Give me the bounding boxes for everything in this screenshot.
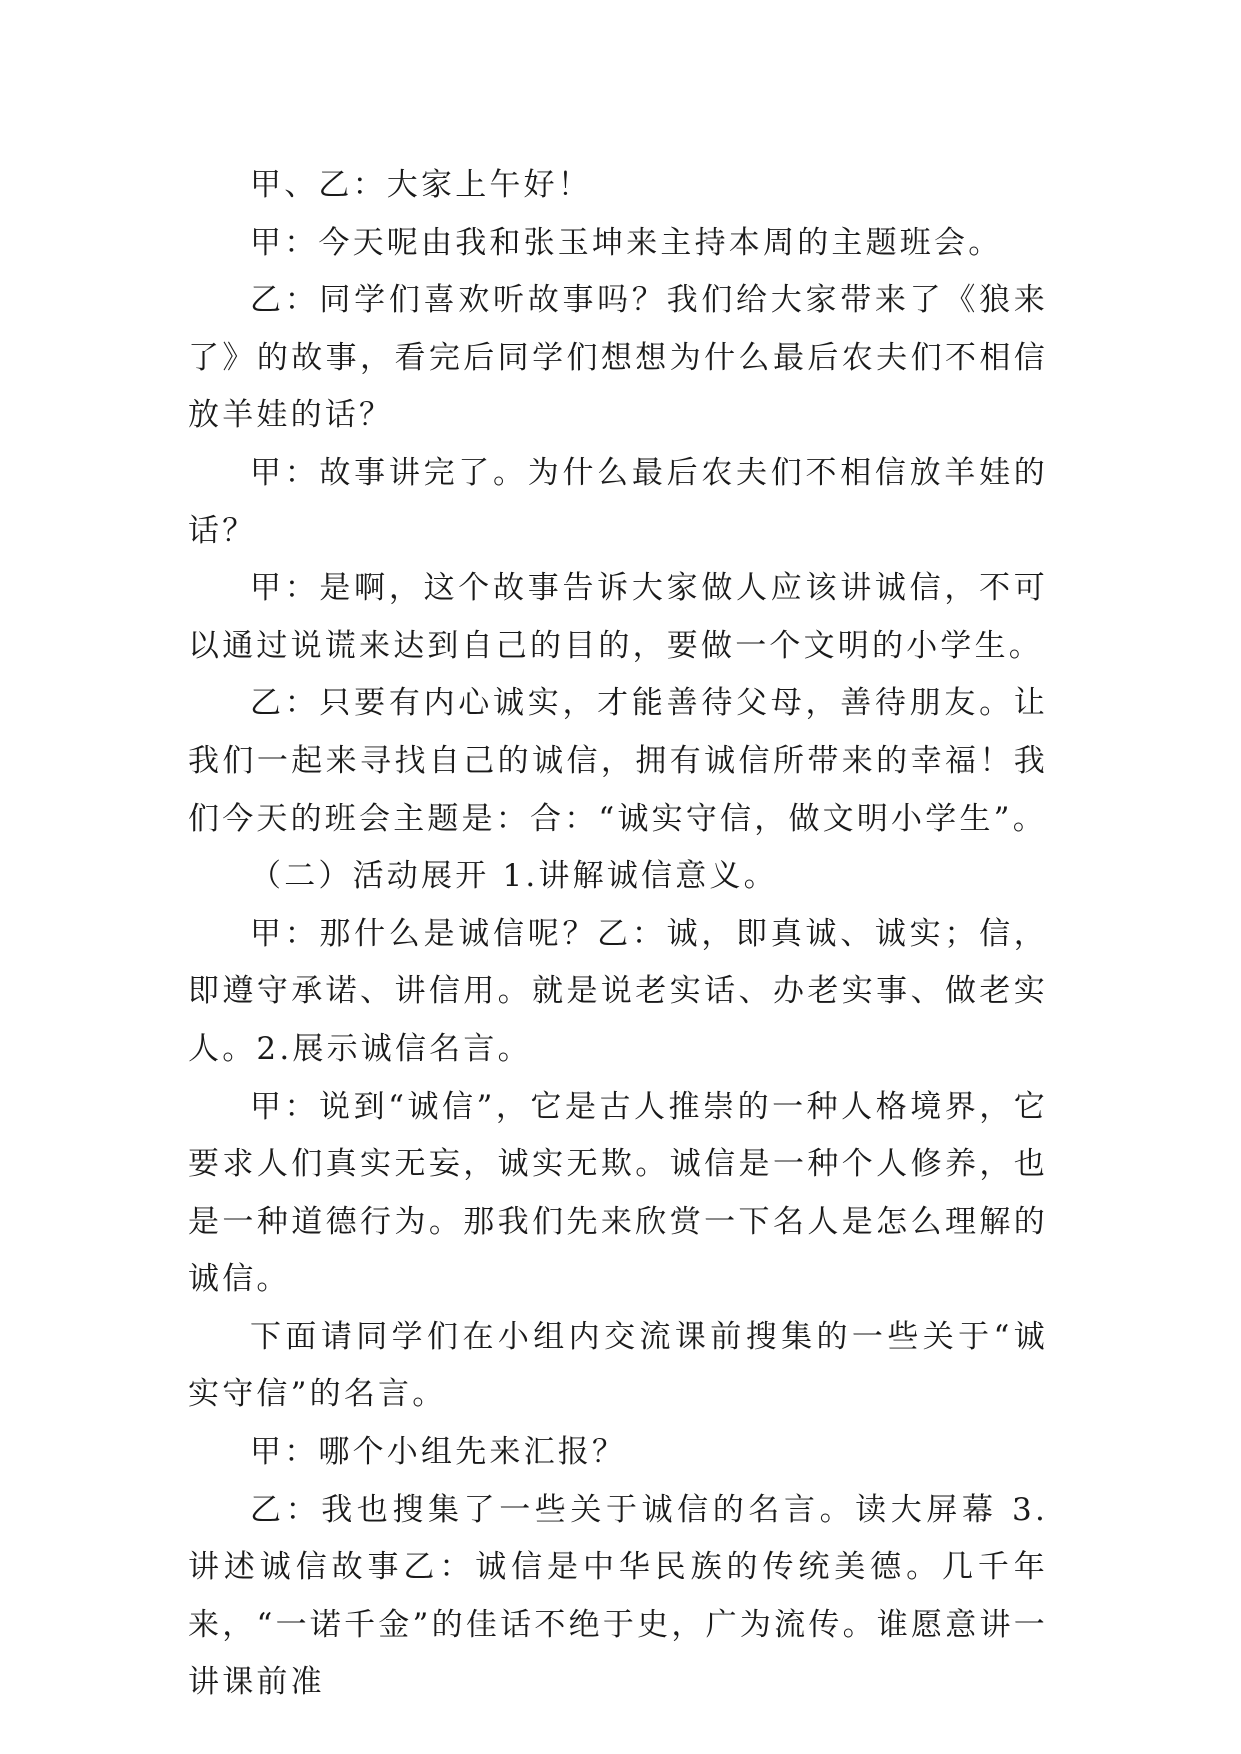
paragraph-story-lesson: 甲：是啊，这个故事告诉大家做人应该讲诚信，不可以通过说谎来达到自己的目的，要做一个文明的小学生。 bbox=[188, 570, 1048, 664]
paragraph-integrity-meaning: 甲：那什么是诚信呢？乙：诚，即真诚、诚实；信，即遵守承诺、讲信用。就是说老实话、办老实事、做老实人。2.展示诚信名言。 bbox=[188, 915, 1048, 1067]
paragraph-integrity-quote: 甲：说到“诚信”，它是古人推崇的一种人格境界，它要求人们真实无妄，诚实无欺。诚信是一种个人修养，也是一种道德行为。那我们先来欣赏一下名人是怎么理解的诚信。 bbox=[188, 1088, 1048, 1298]
paragraph-group-report: 甲：哪个小组先来汇报？ bbox=[250, 1434, 627, 1471]
paragraph-story-question: 甲：故事讲完了。为什么最后农夫们不相信放羊娃的话？ bbox=[188, 454, 1048, 549]
paragraph-story-intro: 乙：同学们喜欢听故事吗？我们给大家带来了《狼来了》的故事，看完后同学们想想为什么最后农夫们不相信放羊娃的话？ bbox=[188, 282, 1048, 434]
paragraph-greeting: 甲、乙：大家上午好！ bbox=[250, 167, 592, 203]
paragraph-integrity-story: 乙：我也搜集了一些关于诚信的名言。读大屏幕 3.讲述诚信故事乙：诚信是中华民族的传统美德。几千年来，“一诺千金”的佳话不绝于史，广为流传。谁愿意讲一讲课前准 bbox=[188, 1491, 1048, 1701]
paragraph-section-heading: （二）活动展开 1.讲解诚信意义。 bbox=[250, 858, 778, 895]
document-page bbox=[188, 157, 1048, 1712]
paragraph-theme: 乙：只要有内心诚实，才能善待父母，善待朋友。让我们一起来寻找自己的诚信，拥有诚信所带来的幸福！我们今天的班会主题是：合：“诚实守信，做文明小学生”。 bbox=[188, 685, 1048, 837]
paragraph-group-exchange: 下面请同学们在小组内交流课前搜集的一些关于“诚实守信”的名言。 bbox=[188, 1318, 1048, 1413]
paragraph-host-intro: 甲：今天呢由我和张玉坤来主持本周的主题班会。 bbox=[250, 224, 1003, 261]
